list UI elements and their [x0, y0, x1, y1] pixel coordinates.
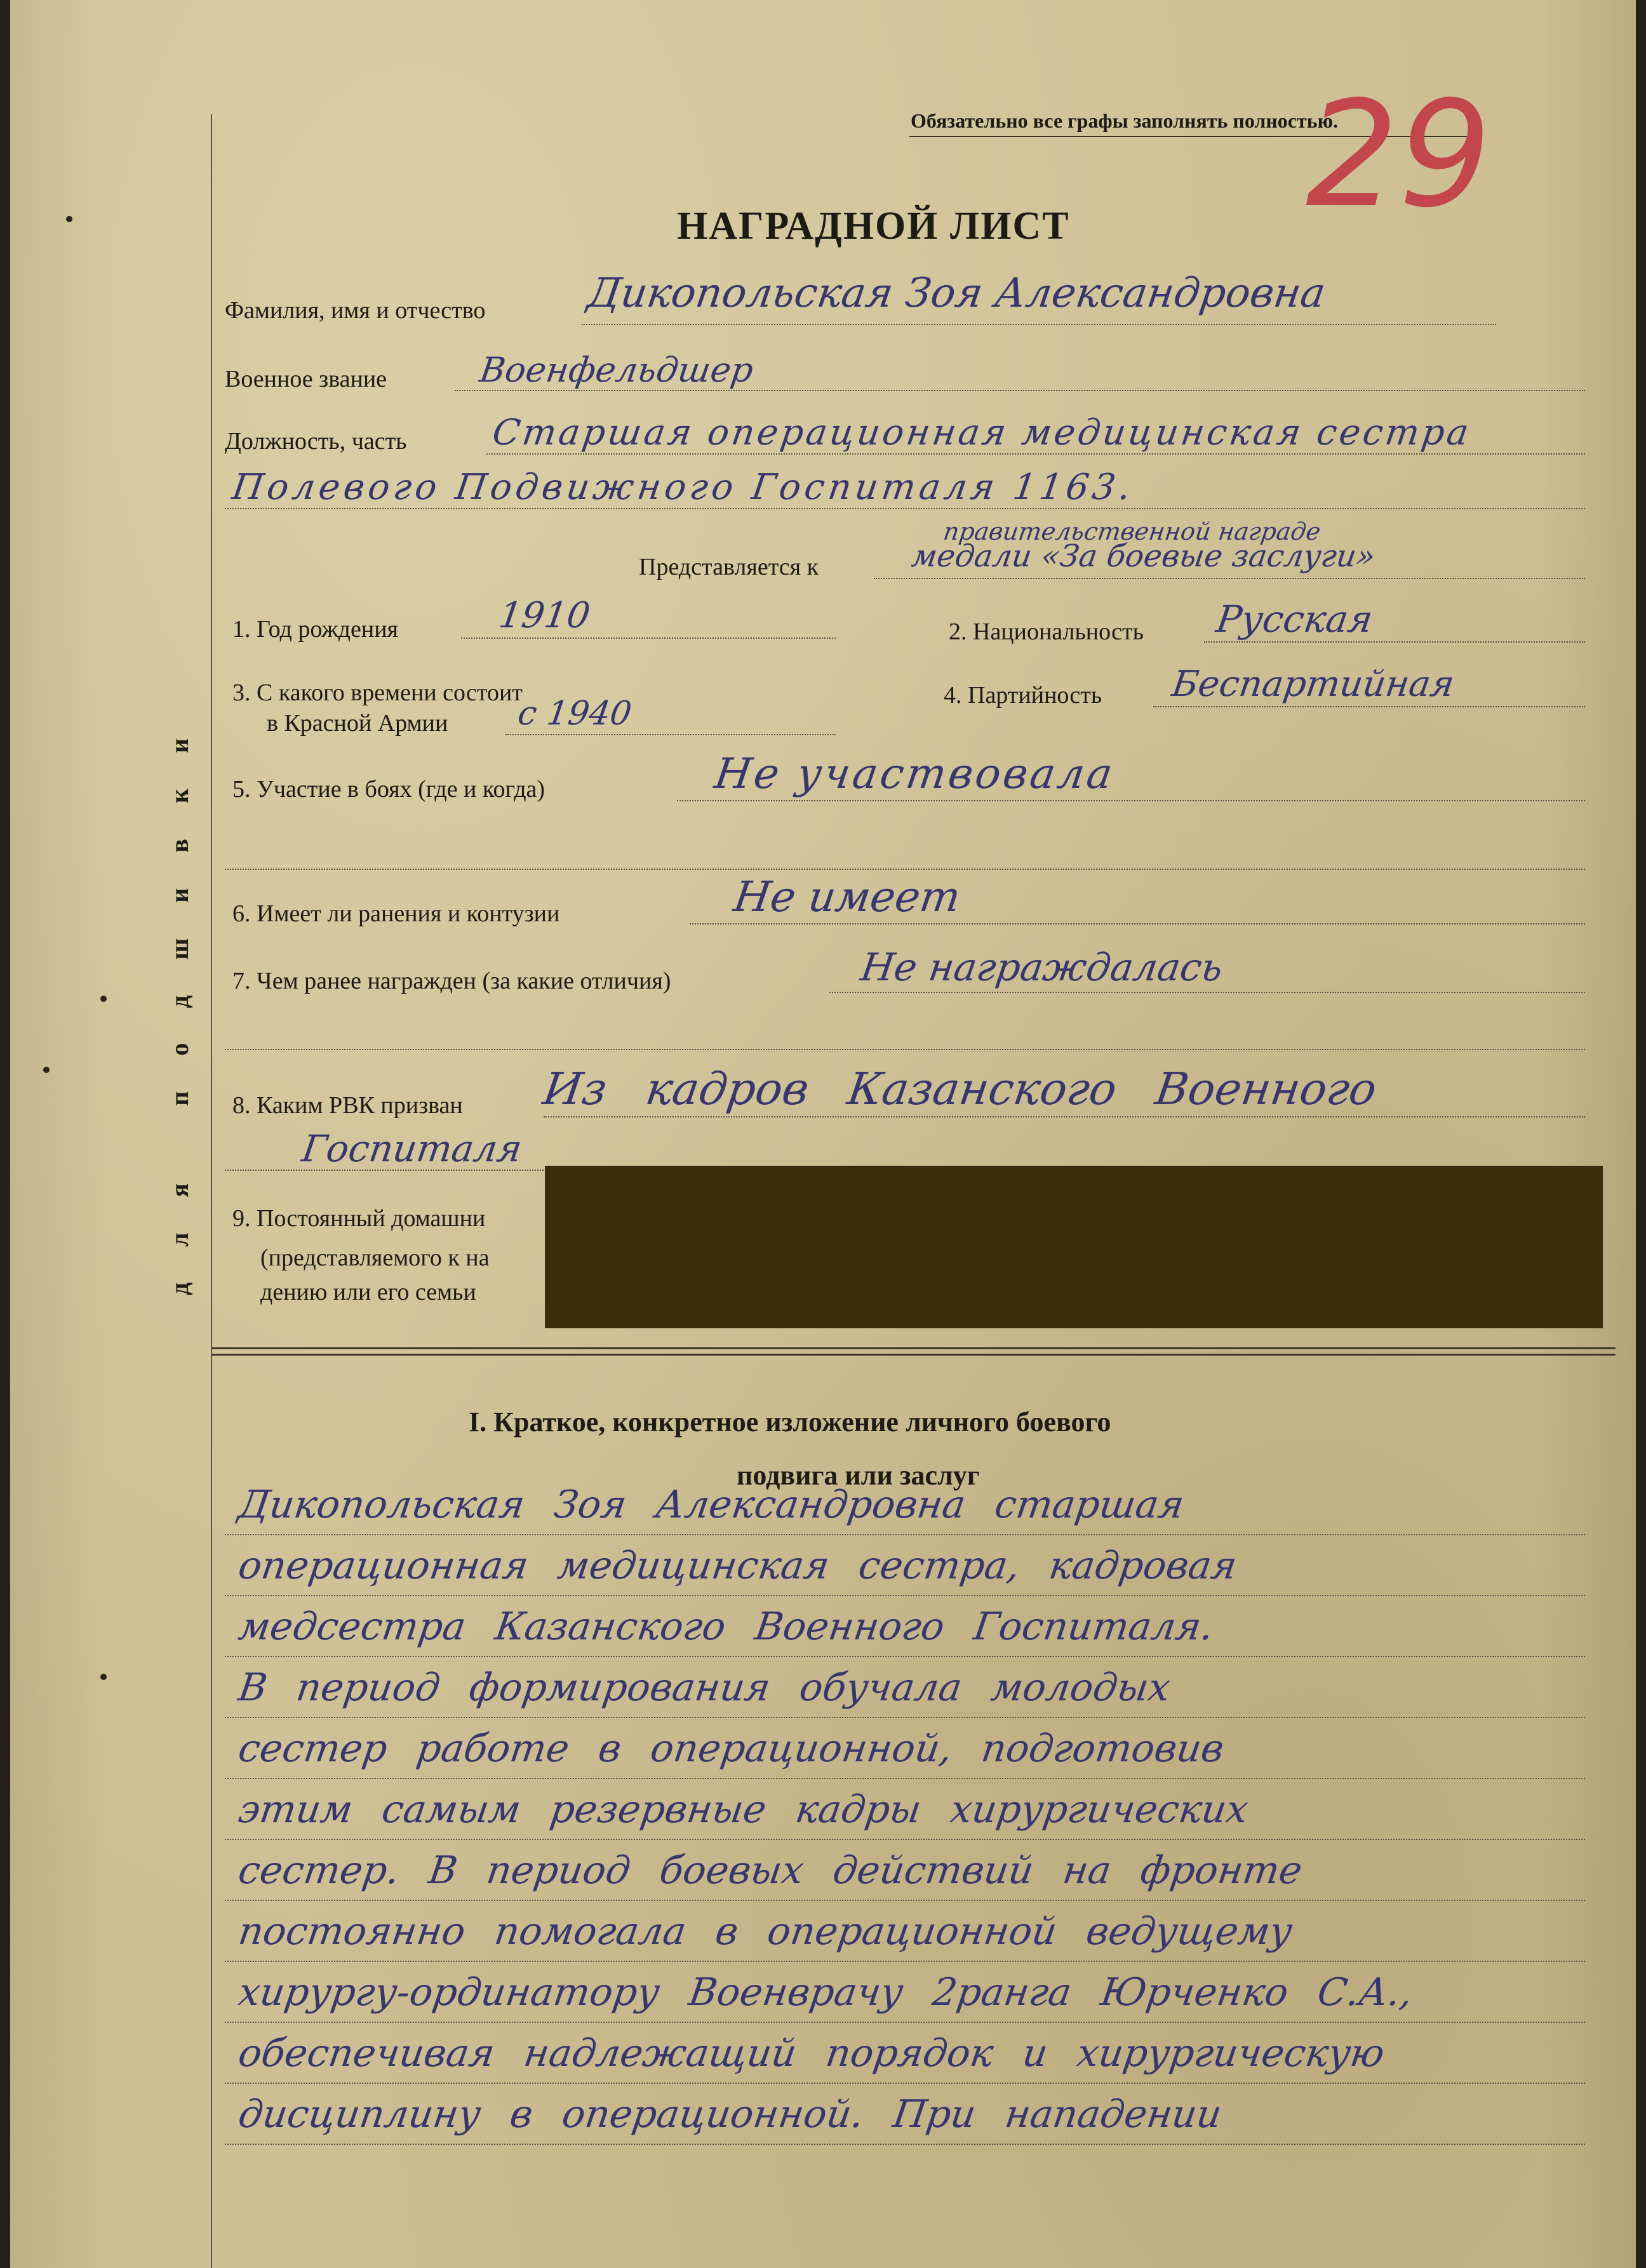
battles-label: 5. Участие в боях (где и когда)	[232, 776, 545, 803]
address-label-line1: 9. Постоянный домашни	[232, 1205, 486, 1232]
since-label-line2: в Красной Армии	[267, 710, 448, 737]
birth-year-label: 1. Год рождения	[232, 616, 399, 643]
narrative-rule	[225, 1656, 1585, 1657]
narrative-rule	[225, 1900, 1585, 1901]
document-title: НАГРАДНОЙ ЛИСТ	[677, 204, 1070, 248]
presented-value-line2: медали «За боевые заслуги»	[909, 538, 1377, 574]
presented-label: Представляется к	[639, 554, 819, 580]
awards-value: Не награждалась	[858, 945, 1226, 990]
margin-binding-text: для подшивки	[165, 703, 194, 1295]
birth-year-value: 1910	[496, 595, 593, 636]
name-value: Дикопольская Зоя Александровна	[584, 270, 1328, 317]
narrative-line: дисциплину в операционной. При нападении	[236, 2092, 1225, 2137]
narrative-line: хирургу-ординатору Военврачу 2ранга Юрченко С.А.,	[236, 1970, 1415, 2015]
punch-hole	[66, 216, 72, 222]
narrative-rule	[225, 1961, 1585, 1962]
punch-hole	[43, 1067, 50, 1073]
section-title-line1: I. Краткое, конкретное изложение личного боевого	[469, 1406, 1111, 1438]
name-label: Фамилия, имя и отчество	[225, 297, 486, 324]
position-value-line2: Полевого Подвижного Госпиталя 1163.	[229, 467, 1137, 508]
award-sheet	[10, 0, 1636, 2268]
narrative-line: сестер. В период боевых действий на фронте	[236, 1848, 1305, 1893]
position-label: Должность, часть	[225, 428, 407, 455]
section-divider	[212, 1354, 1616, 1356]
mandatory-notice: Обязательно все графы заполнять полностью.	[911, 109, 1339, 132]
party-label: 4. Партийность	[944, 682, 1102, 709]
address-label-line2: (представляемого к на	[260, 1244, 490, 1271]
narrative-rule	[225, 1717, 1585, 1718]
rank-label: Военное звание	[225, 366, 387, 392]
narrative-rule	[225, 1534, 1585, 1535]
page-number: 29	[1306, 70, 1492, 240]
narrative-line: операционная медицинская сестра, кадровая	[236, 1544, 1240, 1588]
party-value: Беспартийная	[1169, 664, 1457, 705]
narrative-line: постоянно помогала в операционной ведущему	[236, 1909, 1295, 1954]
nationality-label: 2. Национальность	[949, 618, 1144, 645]
rvk-value-line1: Из кадров Казанского Военного	[540, 1063, 1380, 1115]
since-label-line1: 3. С какого времени состоит	[232, 679, 523, 706]
wounds-value: Не имеет	[730, 872, 964, 921]
position-value-line1: Старшая операционная медицинская сестра	[490, 412, 1474, 453]
redaction-box	[545, 1166, 1603, 1328]
narrative-rule	[225, 2022, 1585, 2023]
narrative-line: обеспечивая надлежащий порядок и хирургическую	[236, 2031, 1388, 2076]
nationality-value: Русская	[1214, 597, 1376, 641]
narrative-rule	[225, 2083, 1585, 2084]
battles-value: Не участвовала	[711, 749, 1118, 798]
rvk-value-line2: Госпиталя	[299, 1127, 525, 1170]
section-divider	[212, 1347, 1616, 1349]
narrative-rule	[225, 1778, 1585, 1779]
awards-label: 7. Чем ранее награжден (за какие отличия)	[232, 968, 671, 994]
narrative-line: медсестра Казанского Военного Госпиталя.	[236, 1604, 1217, 1649]
rank-value: Военфельдшер	[477, 350, 756, 390]
narrative-line: этим самым резервные кадры хирургических	[236, 1787, 1251, 1832]
since-value: с 1940	[515, 695, 634, 733]
narrative-line: сестер работе в операционной, подготовив	[236, 1726, 1227, 1771]
margin-line	[211, 114, 212, 2268]
narrative-rule	[225, 2144, 1585, 2145]
narrative-rule	[225, 1839, 1585, 1840]
narrative-rule	[225, 1595, 1585, 1596]
narrative-line: Дикопольская Зоя Александровна старшая	[236, 1483, 1187, 1527]
presented-value-line1: правительственной награде	[941, 517, 1323, 545]
address-label-line3: дению или его семьи	[260, 1279, 476, 1305]
punch-hole	[100, 1674, 107, 1680]
narrative-line: В период формирования обучала молодых	[236, 1665, 1174, 1710]
section-title-line2: подвига или заслуг	[737, 1460, 980, 1491]
wounds-label: 6. Имеет ли ранения и контузии	[232, 900, 560, 927]
rvk-label: 8. Каким РВК призван	[232, 1092, 463, 1119]
punch-hole	[100, 996, 107, 1002]
